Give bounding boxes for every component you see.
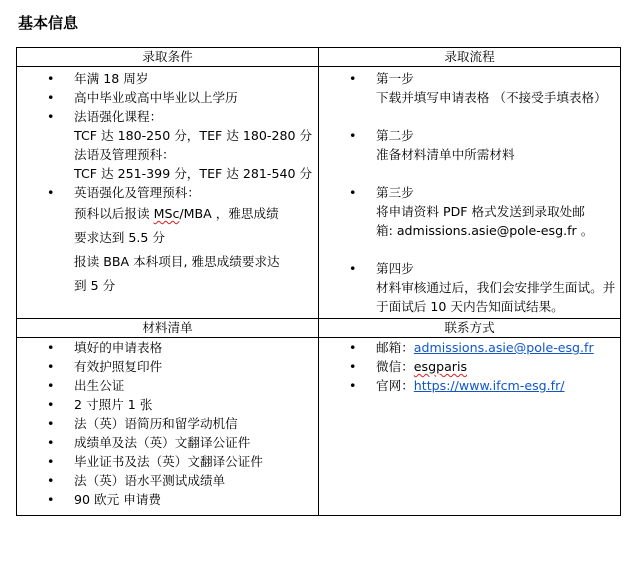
list-item: • 高中毕业或高中毕业以上学历 xyxy=(47,90,238,105)
list-item: • 有效护照复印件 xyxy=(47,359,163,374)
contact-email: • 邮箱：admissions.asie@pole-esg.fr xyxy=(349,340,594,355)
section-title: 基本信息 xyxy=(18,14,79,32)
process-step: • 第一步 下载并填写申请表格 （不接受手填表格） xyxy=(349,71,607,105)
header-process: 录取流程 xyxy=(319,48,621,67)
contact-cell xyxy=(319,338,621,516)
condition-detail: TCF 达 251-399 分，TEF 达 281-540 分 xyxy=(74,166,313,181)
header-contact: 联系方式 xyxy=(319,319,621,338)
list-item: • 毕业证书及法（英）文翻译公证件 xyxy=(47,454,263,469)
condition-detail: 到 5 分 xyxy=(74,278,116,293)
list-item: • 法语强化课程： xyxy=(47,109,163,124)
email-link[interactable]: admissions.asie@pole-esg.fr xyxy=(413,340,594,355)
list-item: • 法（英）语简历和留学动机信 xyxy=(47,416,238,431)
condition-detail: 预科以后报读 MSc/MBA ，雅思成绩 xyxy=(74,206,279,221)
process-step: • 第四步 材料审核通过后，我们会安排学生面试。并于面试后 10 天内告知面试结果。 xyxy=(349,261,616,314)
list-item: • 2 寸照片 1 张 xyxy=(47,397,153,412)
materials-cell xyxy=(17,338,319,516)
list-item: • 年满 18 周岁 xyxy=(47,71,149,86)
list-item: • 法（英）语水平测试成绩单 xyxy=(47,473,226,488)
list-item: • 英语强化及管理预科： xyxy=(47,185,200,200)
info-table xyxy=(16,47,621,516)
header-conditions: 录取条件 xyxy=(17,48,319,67)
conditions-cell xyxy=(17,67,319,319)
contact-wechat: • 微信：esgparis xyxy=(349,359,468,374)
list-item: • 成绩单及法（英）文翻译公证件 xyxy=(47,435,251,450)
wechat-id: esgparis xyxy=(413,359,468,374)
contact-website: • 官网：https://www.ifcm-esg.fr/ xyxy=(349,378,565,393)
list-item: • 出生公证 xyxy=(47,378,125,393)
process-step: • 第二步 准备材料清单中所需材料 xyxy=(349,128,515,162)
header-materials: 材料清单 xyxy=(17,319,319,338)
condition-detail: TCF 达 180-250 分，TEF 达 180-280 分 xyxy=(74,128,313,143)
condition-detail: 要求达到 5.5 分 xyxy=(74,230,166,245)
condition-detail: 法语及管理预科： xyxy=(74,147,175,162)
process-step: • 第三步 将申请资料 PDF 格式发送到录取处邮 箱: admissions.asie@pole-esg.fr 。 xyxy=(349,185,594,238)
condition-detail: 报读 BBA 本科项目, 雅思成绩要求达 xyxy=(74,254,280,269)
website-link[interactable]: https://www.ifcm-esg.fr/ xyxy=(413,378,565,393)
list-item: • 填好的申请表格 xyxy=(47,340,163,355)
process-cell xyxy=(319,67,621,319)
list-item: • 90 欧元 申请费 xyxy=(47,492,162,507)
